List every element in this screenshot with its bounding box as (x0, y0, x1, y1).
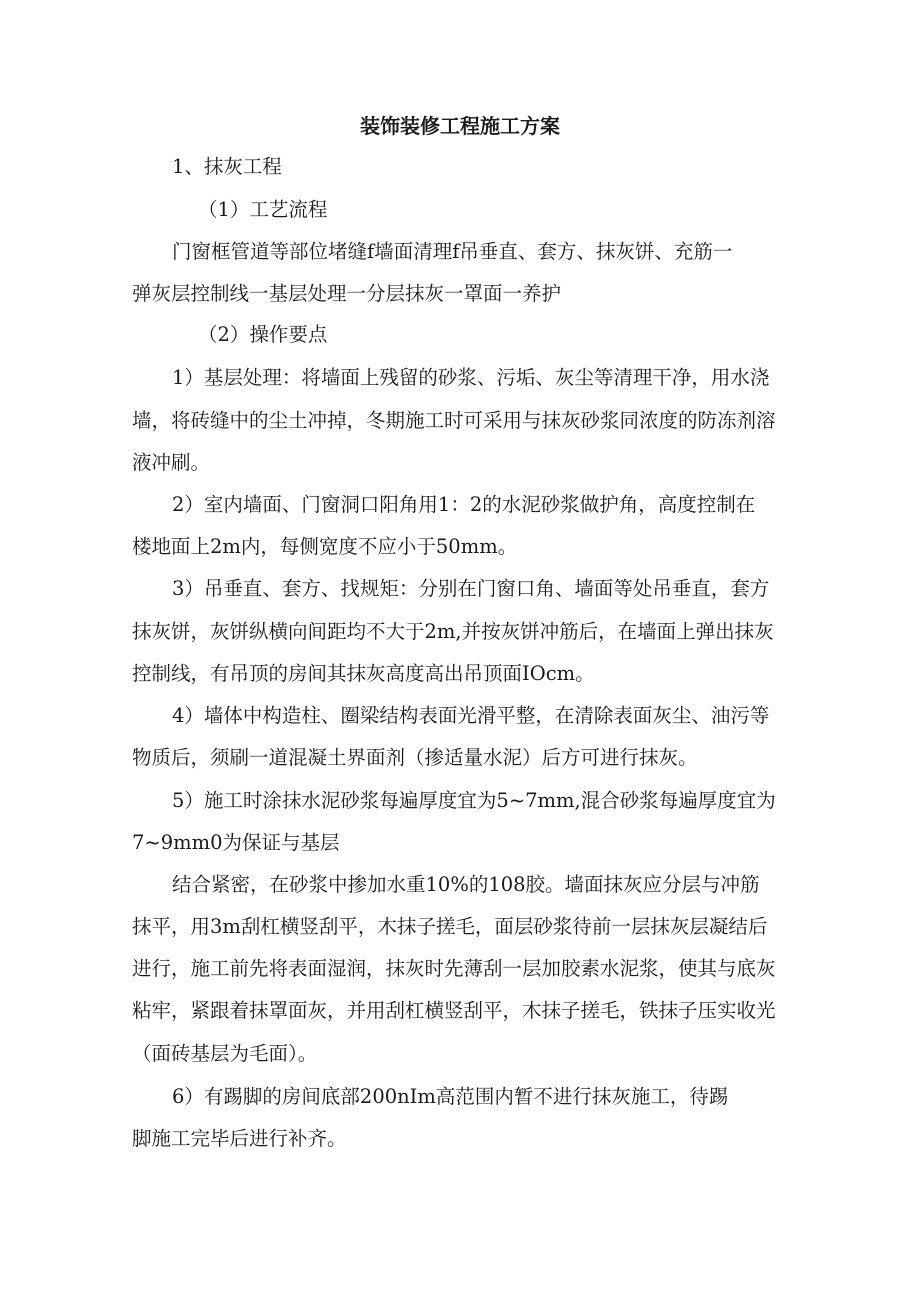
point-line: 液冲刷。 (132, 451, 211, 474)
point-line: 4）墙体中构造柱、圈梁结构表面光滑平整，在清除表面灰尘、油污等 (172, 704, 770, 727)
point-line: 粘牢，紧跟着抹罩面灰，并用刮杠横竖刮平，木抹子搓毛，铁抹子压实收光 (132, 999, 776, 1022)
point-line: 进行，施工前先将表面湿润，抹灰时先薄刮一层加胶素水泥浆，使其与底灰 (132, 957, 776, 980)
subsection-heading-process: （1）工艺流程 (198, 198, 328, 221)
point-line: 物质后，须刷一道混凝土界面剂（掺适量水泥）后方可进行抹灰。 (132, 746, 698, 769)
point-line: 抹平，用3m刮杠横竖刮平，木抹子搓毛，面层砂浆待前一层抹灰层凝结后 (132, 915, 768, 938)
point-line: 6）有踢脚的房间底部200nIm高范围内暂不进行抹灰施工，待踢 (172, 1085, 729, 1108)
point-line: 2）室内墙面、门窗洞口阳角用1：2的水泥砂浆做护角，高度控制在 (172, 493, 756, 516)
point-line: 脚施工完毕后进行补齐。 (132, 1127, 347, 1150)
subsection-heading-points: （2）操作要点 (198, 323, 328, 346)
point-line: （面砖基层为毛面）。 (132, 1042, 318, 1065)
point-line: 5）施工时涂抹水泥砂浆每遍厚度宜为5~7mm,混合砂浆每遍厚度宜为 (172, 789, 776, 812)
document-title: 装饰装修工程施工方案 (360, 114, 560, 138)
point-line: 楼地面上2m内，每侧宽度不应小于50mm。 (132, 535, 518, 558)
section-heading: 1、抹灰工程 (172, 155, 282, 178)
point-line: 控制线，有吊顶的房间其抹灰高度高出吊顶面IOcm。 (132, 662, 595, 685)
process-flow-line: 门窗框管道等部位堵缝f墙面清理f吊垂直、套方、抹灰饼、充筋一 (172, 240, 733, 263)
point-line: 1）基层处理：将墙面上残留的砂浆、污垢、灰尘等清理干净，用水浇 (172, 366, 770, 389)
point-line: 7~9mm0为保证与基层 (132, 831, 340, 854)
process-flow-line: 弹灰层控制线一基层处理一分层抹灰一罩面一养护 (132, 282, 562, 305)
point-line: 结合紧密，在砂浆中掺加水重10%的108胶。墙面抹灰应分层与冲筋 (172, 873, 760, 896)
point-line: 墙，将砖缝中的尘土冲掉，冬期施工时可采用与抹灰砂浆同浓度的防冻剂溶 (132, 409, 776, 432)
point-line: 3）吊垂直、套方、找规矩：分别在门窗口角、墙面等处吊垂直，套方 (172, 577, 770, 600)
point-line: 抹灰饼，灰饼纵横向间距均不大于2m,并按灰饼冲筋后，在墙面上弹出抹灰 (132, 620, 774, 643)
